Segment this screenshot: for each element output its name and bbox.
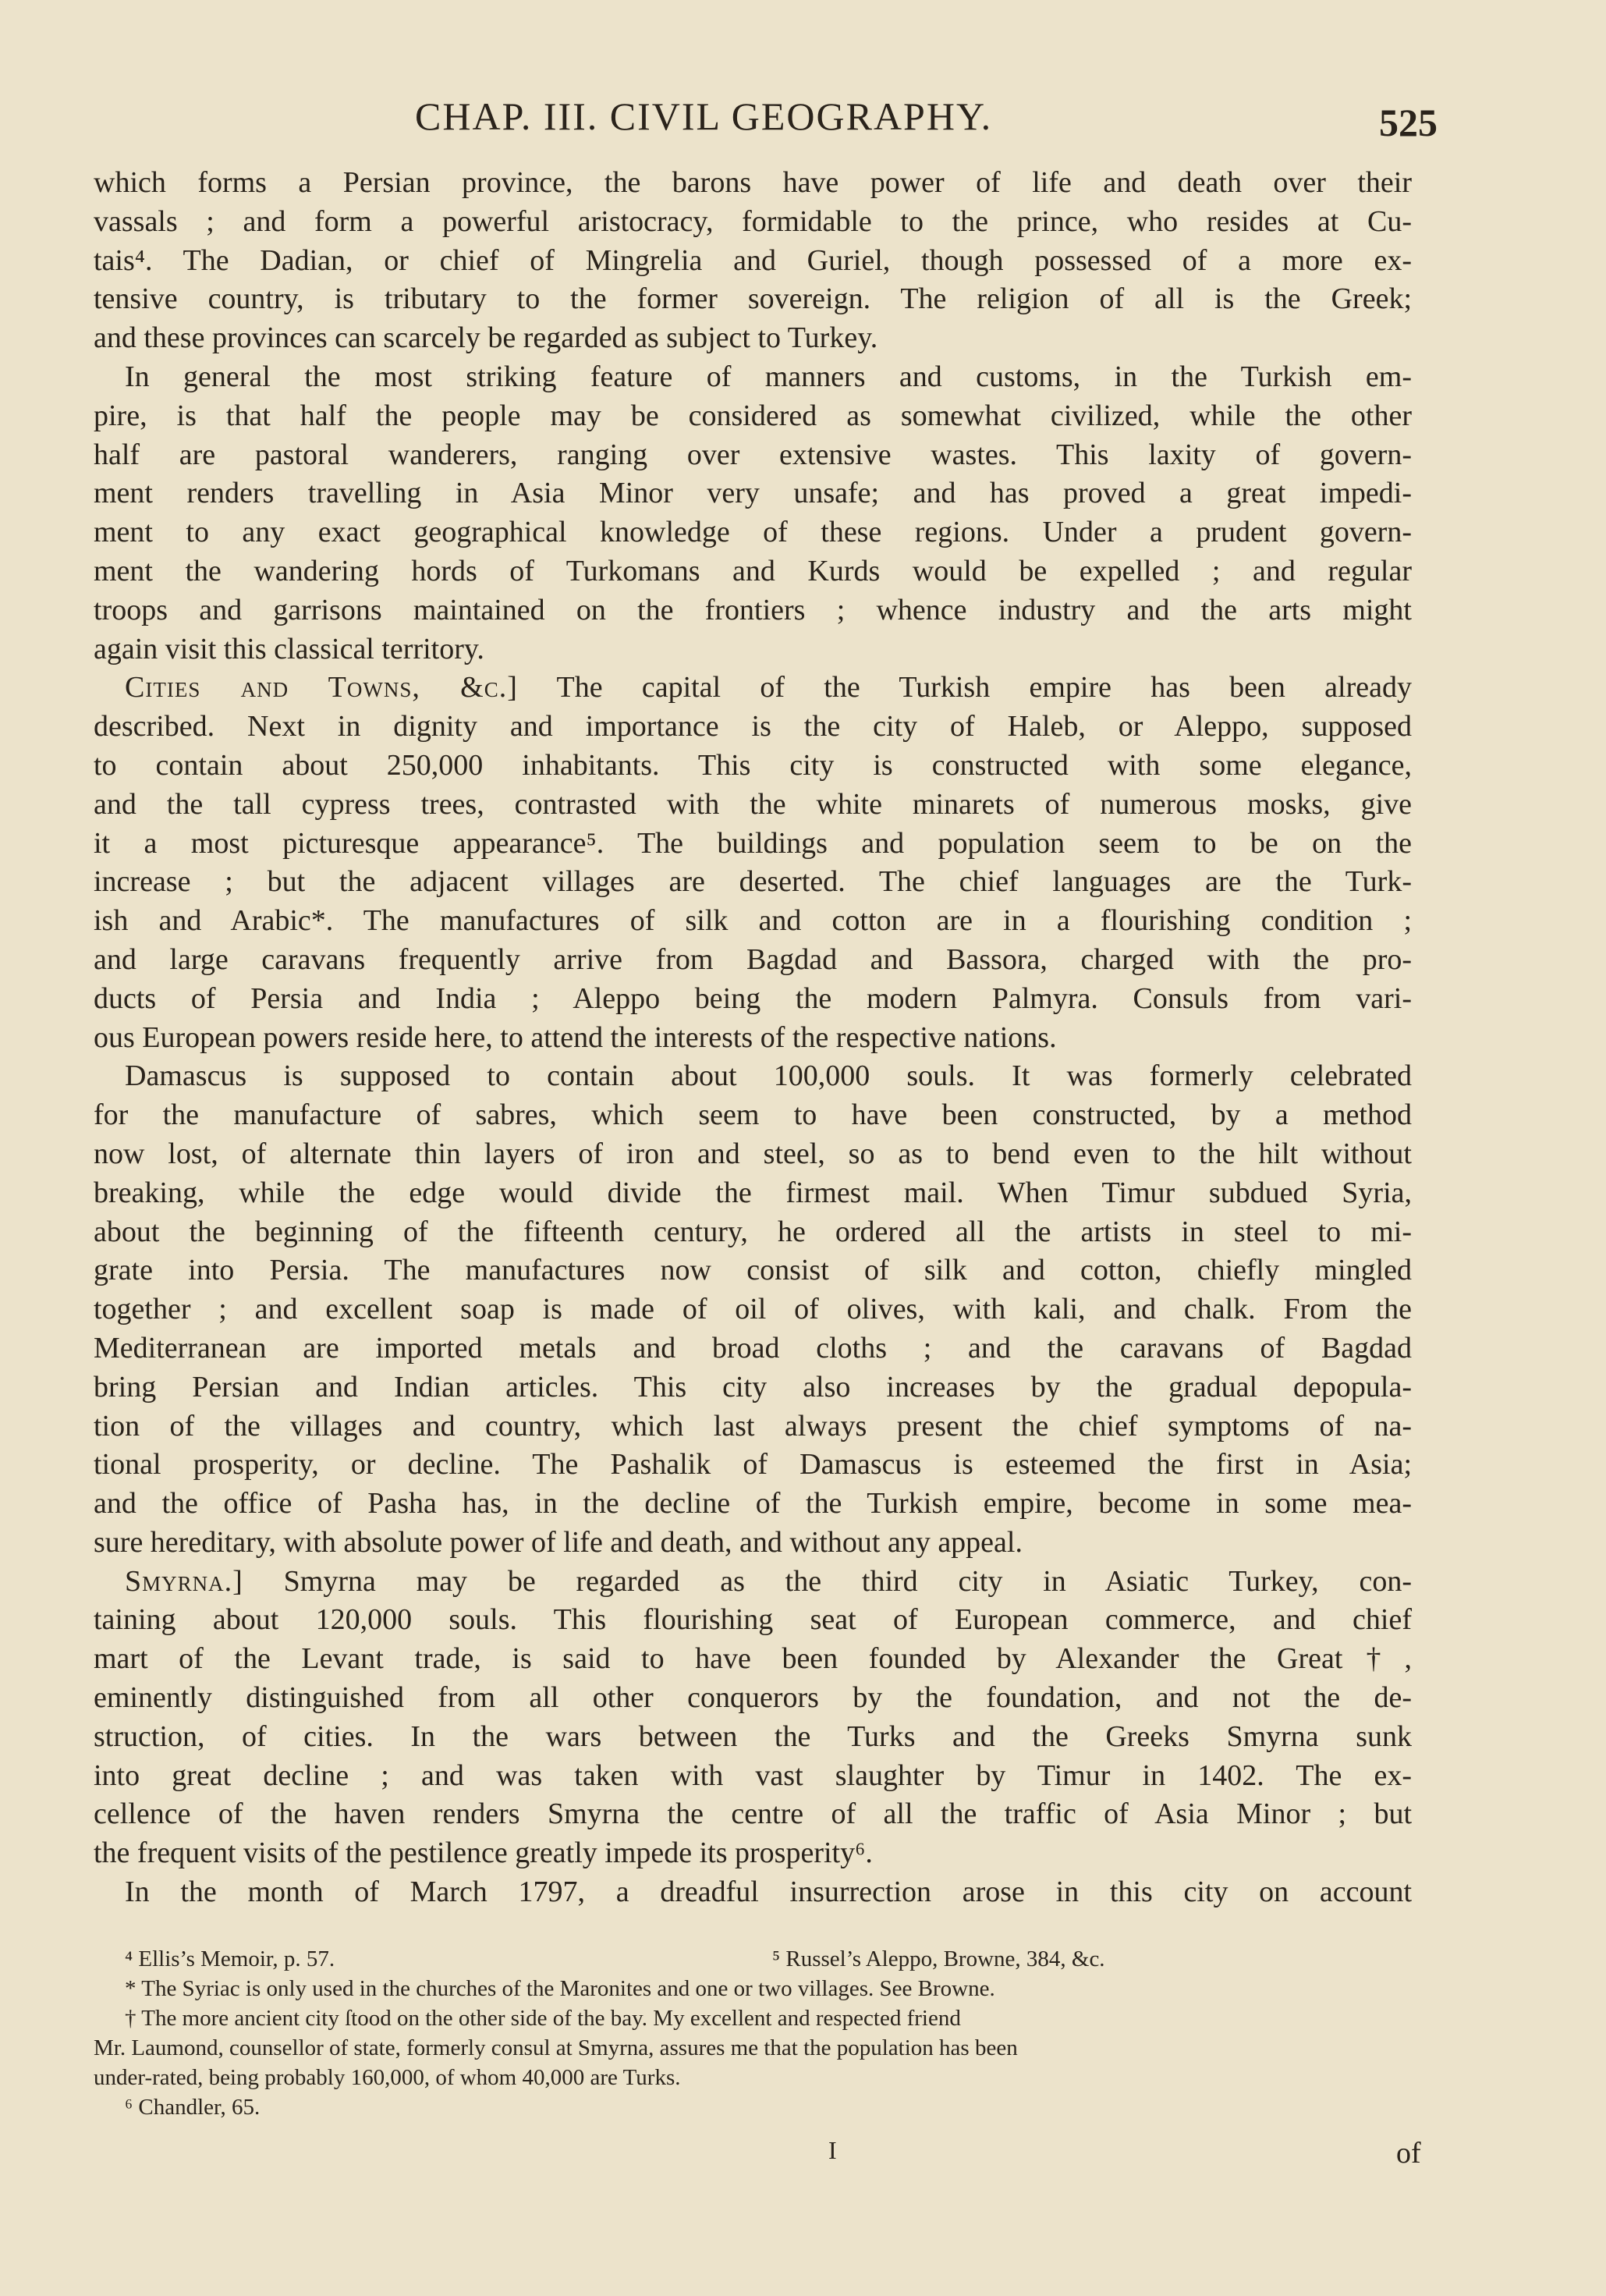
text-line: cellence of the haven renders Smyrna the centre of all the traffic of Asia Minor ; but [94, 1797, 1412, 1831]
text-line: into great decline ; and was taken with vast slaughter by Timur in 1402. The ex- [94, 1758, 1412, 1792]
footnotes [94, 1944, 1420, 2122]
text-line: now lost, of alternate thin layers of iron and steel, so as to bend even to the hilt without [94, 1137, 1412, 1170]
text-line: half are pastoral wanderers, ranging over extensive wastes. This laxity of govern- [94, 438, 1412, 471]
text-line: ous European powers reside here, to attend the interests of the respective nations. [94, 1020, 1057, 1054]
text-line: and large caravans frequently arrive from Bagdad and Bassora, charged with the pro- [94, 942, 1412, 976]
text-line: tais⁴. The Dadian, or chief of Mingrelia and Guriel, though possessed of a more ex- [94, 243, 1412, 277]
footnote-row [94, 1944, 1420, 1974]
paragraph-insurrection [94, 1873, 1412, 1912]
text-line: for the manufacture of sabres, which seem to have been constructed, by a method [94, 1098, 1412, 1132]
text-line: and these provinces can scarcely be regarded as subject to Turkey. [94, 321, 878, 355]
text-line: which forms a Persian province, the barons have power of life and death over their [94, 166, 1412, 199]
footnote-6: ⁶ Chandler, 65. [125, 2095, 261, 2120]
catchword: of [1396, 2137, 1421, 2170]
text-line: ducts of Persia and India ; Aleppo being the modern Palmyra. Consuls from vari- [94, 981, 1412, 1015]
text-line: to contain about 250,000 inhabitants. This city is constructed with some elegance, [94, 748, 1412, 782]
text-line [94, 1563, 1412, 1602]
text-line: Mediterranean are imported metals and broad cloths ; and the caravans of Bagdad [94, 1331, 1412, 1364]
footnote-4: ⁴ Ellis’s Memoir, p. 57. [125, 1946, 335, 1971]
text-line: ment the wandering hords of Turkomans and Kurds would be expelled ; and regular [94, 554, 1412, 587]
text-line: tional prosperity, or decline. The Pashalik of Damascus is esteemed the first in Asia; [94, 1448, 1412, 1482]
running-title: CHAP. III. CIVIL GEOGRAPHY. [415, 94, 993, 138]
text-line: together ; and excellent soap is made of oil of olives, with kali, and chalk. From the [94, 1293, 1412, 1326]
text-line: described. Next in dignity and importance is the city of Haleb, or Aleppo, supposed [94, 710, 1412, 743]
footnote-star: * The Syriac is only used in the churches of the Maronites and one or two villages. See Browne. [125, 1976, 995, 2001]
signature-mark: I [828, 2136, 837, 2164]
text-line: eminently distinguished from all other conquerors by the foundation, and not the de- [94, 1681, 1412, 1715]
text-span: Smyrna may be regarded as the third city in Asiatic Turkey, con- [283, 1564, 1413, 1598]
text-line: In the month of March 1797, a dreadful insurrection arose in this city on account [125, 1875, 1412, 1909]
text-line: ment renders travelling in Asia Minor very unsafe; and has proved a great impedi- [94, 477, 1412, 510]
text-line: troops and garrisons maintained on the frontiers ; whence industry and the arts might [94, 593, 1412, 626]
text-line: sure hereditary, with absolute power of life and death, and without any appeal. [94, 1525, 1023, 1559]
text-line: and the tall cypress trees, contrasted with the white minarets of numerous mosks, give [94, 787, 1412, 821]
text-line: ish and Arabic*. The manufactures of silk and cotton are in a flourishing condition ; [94, 904, 1412, 938]
paragraph-damascus [94, 1057, 1412, 1562]
section-heading-smyrna: Smyrna.] [125, 1564, 243, 1598]
text-line: and the office of Pasha has, in the decline of the Turkish empire, become in some mea- [94, 1487, 1412, 1521]
footnote-5: ⁵ Russel’s Aleppo, Browne, 384, &c. [772, 1946, 1105, 1971]
footnote-dagger-line: under-rated, being probably 160,000, of whom 40,000 are Turks. [94, 2065, 681, 2090]
text-line: Damascus is supposed to contain about 100,000 souls. It was formerly celebrated [125, 1059, 1412, 1093]
text-line: again visit this classical territory. [94, 632, 484, 665]
text-line: tensive country, is tributary to the former sovereign. The religion of all is the Greek; [94, 282, 1412, 316]
section-heading-cities: Cities and Towns, &c.] [125, 671, 518, 704]
page-number: 525 [1379, 101, 1438, 144]
text-line [94, 669, 1412, 708]
paragraph-manners [94, 358, 1412, 669]
text-line: the frequent visits of the pestilence greatly impede its prosperity⁶. [94, 1836, 873, 1870]
paragraph-georgia [94, 164, 1412, 358]
text-line: tion of the villages and country, which last always present the chief symptoms of na- [94, 1409, 1412, 1443]
text-line: increase ; but the adjacent villages are deserted. The chief languages are the Turk- [94, 865, 1412, 899]
paragraph-aleppo [94, 669, 1412, 1057]
text-span: The capital of the Turkish empire has been already [556, 671, 1412, 704]
text-line: In general the most striking feature of manners and customs, in the Turkish em- [125, 360, 1412, 393]
paragraph-smyrna [94, 1563, 1412, 1873]
text-line: bring Persian and Indian articles. This city also increases by the gradual depopula- [94, 1370, 1412, 1404]
text-line: taining about 120,000 souls. This flourishing seat of European commerce, and chief [94, 1603, 1412, 1637]
text-line: about the beginning of the fifteenth century, he ordered all the artists in steel to mi- [94, 1215, 1412, 1248]
text-line: it a most picturesque appearance⁵. The buildings and population seem to be on the [94, 826, 1412, 860]
text-line: grate into Persia. The manufactures now consist of silk and cotton, chiefly mingled [94, 1254, 1412, 1287]
body-text [94, 164, 1412, 1912]
page-header [94, 86, 1438, 148]
text-line: pire, is that half the people may be considered as somewhat civilized, while the other [94, 399, 1412, 432]
text-line: vassals ; and form a powerful aristocracy, formidable to the prince, who resides at Cu- [94, 204, 1412, 238]
text-line: ment to any exact geographical knowledge of these regions. Under a prudent govern- [94, 516, 1412, 549]
text-line: mart of the Levant trade, is said to have been founded by Alexander the Great†, [94, 1642, 1412, 1676]
footnote-dagger-line: † The more ancient city ſtood on the other side of the bay. My excellent and respected friend [125, 2006, 961, 2031]
text-line: struction, of cities. In the wars between the Turks and the Greeks Smyrna sunk [94, 1719, 1412, 1753]
text-line: breaking, while the edge would divide the firmest mail. When Timur subdued Syria, [94, 1176, 1412, 1209]
footnote-dagger-line: Mr. Laumond, counsellor of state, formerly consul at Smyrna, assures me that the population has been [94, 2035, 1018, 2060]
